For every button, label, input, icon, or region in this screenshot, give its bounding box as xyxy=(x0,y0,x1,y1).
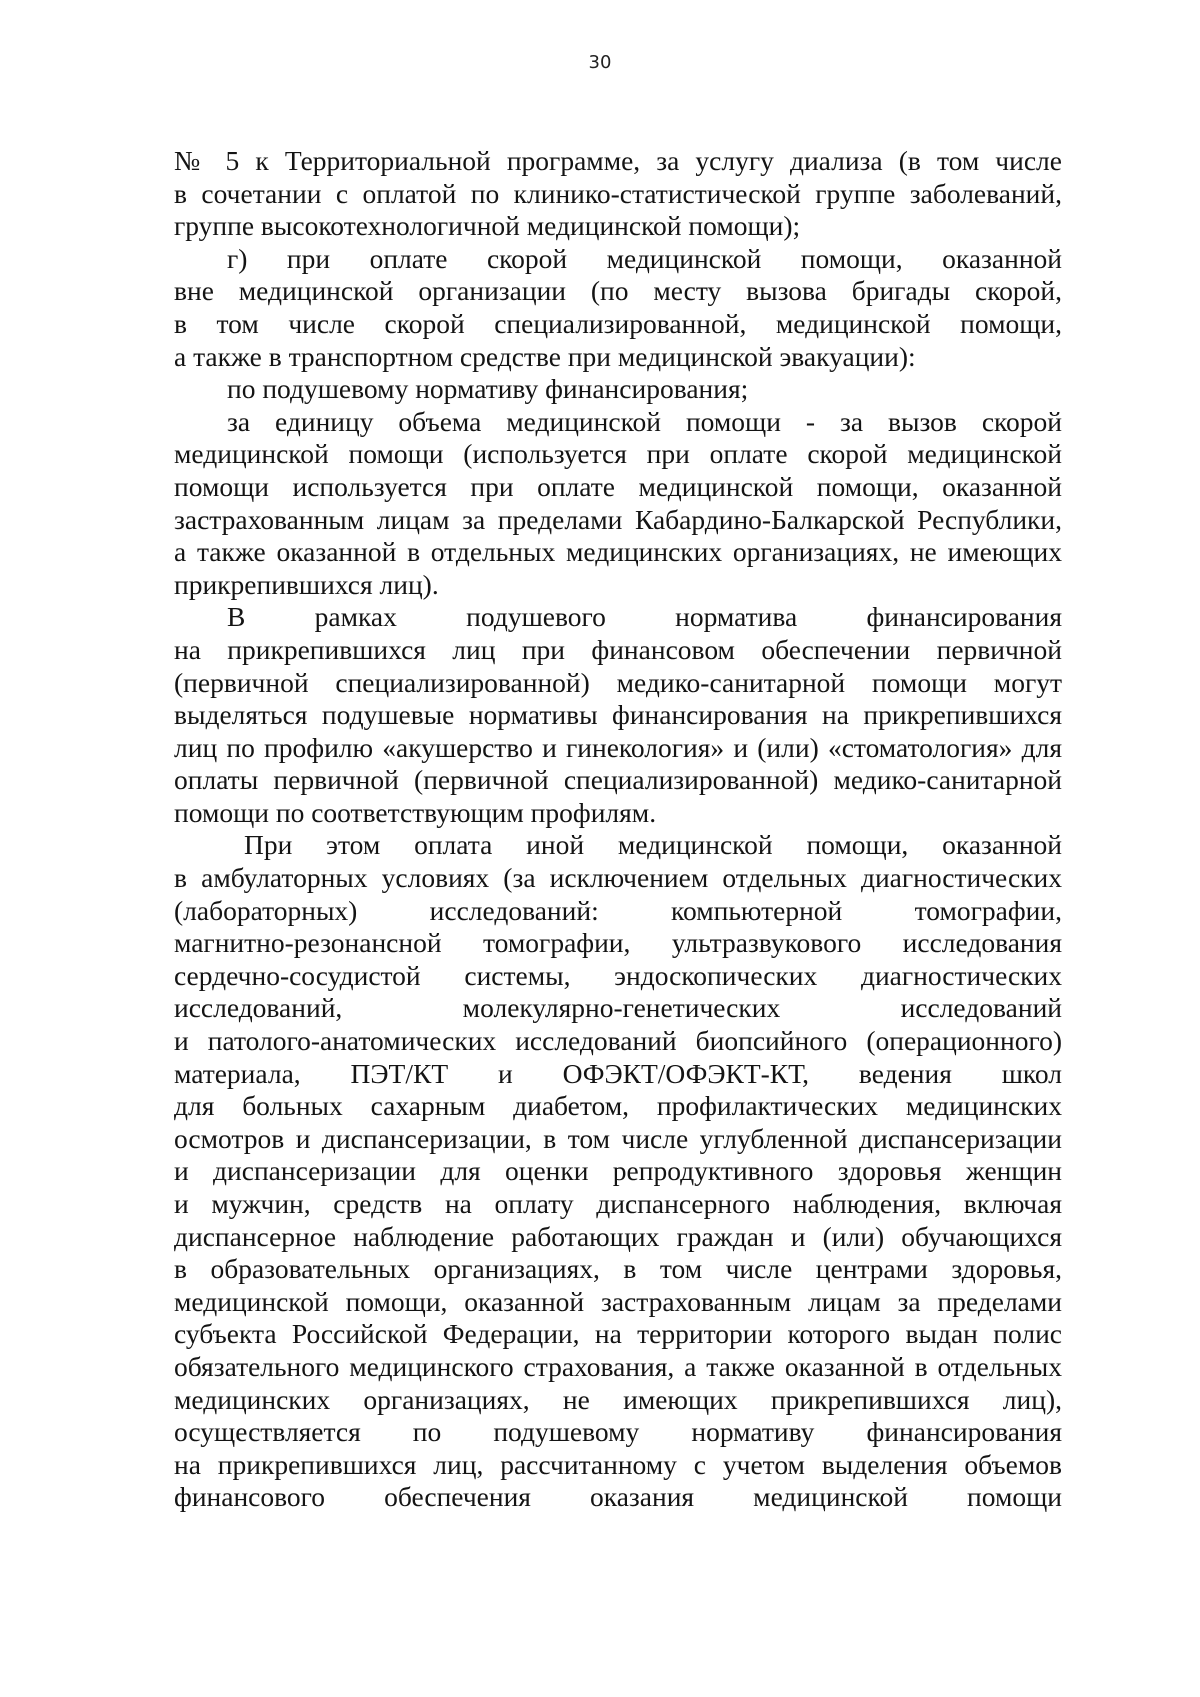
text-line: вне медицинской организации (по месту вызова бригады скорой, xyxy=(174,275,1062,307)
text-line: за единицу объема медицинской помощи - за вызов скорой xyxy=(227,405,1062,437)
text-line: При этом оплата иной медицинской помощи, оказанной xyxy=(244,829,1062,861)
text-line: г) при оплате скорой медицинской помощи, оказанной xyxy=(227,242,1062,274)
text-line: № 5 к Территориальной программе, за услугу диализа (в том числе xyxy=(174,145,1062,176)
text-line: а также оказанной в отдельных медицинских организациях, не имеющих xyxy=(174,536,1062,568)
text-line: по подушевому нормативу финансирования; xyxy=(227,373,749,405)
text-line: лиц по профилю «акушерство и гинекология» и (или) «стоматология» для xyxy=(174,731,1062,763)
text-line: застрахованным лицам за пределами Кабардино-Балкарской Республики, xyxy=(174,503,1062,535)
text-line: обязательного медицинского страхования, а также оказанной в отдельных xyxy=(174,1350,1062,1382)
text-line: группе высокотехнологичной медицинской помощи); xyxy=(174,210,801,242)
text-line: и диспансеризации для оценки репродуктивного здоровья женщин xyxy=(174,1155,1062,1187)
text-line: в образовательных организациях, в том числе центрами здоровья, xyxy=(174,1253,1062,1285)
text-line: а также в транспортном средстве при медицинской эвакуации): xyxy=(174,340,916,372)
text-line: осуществляется по подушевому нормативу финансирования xyxy=(174,1416,1062,1448)
text-line: прикрепившихся лиц). xyxy=(174,568,439,600)
text-line: В рамках подушевого норматива финансирования xyxy=(227,601,1062,633)
text-line: помощи по соответствующим профилям. xyxy=(174,796,657,828)
text-line: медицинских организациях, не имеющих прикрепившихся лиц), xyxy=(174,1383,1062,1415)
text-line: и мужчин, средств на оплату диспансерного наблюдения, включая xyxy=(174,1188,1062,1219)
text-line: финансового обеспечения оказания медицинской помощи xyxy=(174,1481,1062,1513)
text-line: медицинской помощи (используется при оплате скорой медицинской xyxy=(174,438,1062,470)
text-line: диспансерное наблюдение работающих граждан и (или) обучающихся xyxy=(174,1220,1062,1252)
text-line: магнитно-резонансной томографии, ультразвукового исследования xyxy=(174,927,1062,959)
text-line: для больных сахарным диабетом, профилактических медицинских xyxy=(174,1090,1062,1122)
text-line: исследований, молекулярно-генетических исследований xyxy=(174,992,1062,1024)
text-line: в том числе скорой специализированной, медицинской помощи, xyxy=(174,307,1062,339)
text-line: материала, ПЭТ/КТ и ОФЭКТ/ОФЭКТ-КТ, ведения школ xyxy=(174,1057,1062,1089)
text-line: выделяться подушевые нормативы финансирования на прикрепившихся xyxy=(174,699,1062,731)
text-line: в сочетании с оплатой по клинико-статистической группе заболеваний, xyxy=(174,177,1062,209)
text-line: в амбулаторных условиях (за исключением отдельных диагностических xyxy=(174,862,1062,894)
text-line: на прикрепившихся лиц при финансовом обеспечении первичной xyxy=(174,633,1062,665)
text-line: сердечно-сосудистой системы, эндоскопических диагностических xyxy=(174,959,1062,991)
text-line: субъекта Российской Федерации, на территории которого выдан полис xyxy=(174,1318,1062,1350)
text-line: помощи используется при оплате медицинской помощи, оказанной xyxy=(174,470,1062,502)
text-line: (лабораторных) исследований: компьютерной томографии, xyxy=(174,894,1062,926)
text-line: и патолого-анатомических исследований биопсийного (операционного) xyxy=(174,1025,1062,1057)
text-line: (первичной специализированной) медико-санитарной помощи могут xyxy=(174,666,1062,698)
document-body xyxy=(174,145,1062,1514)
text-line: оплаты первичной (первичной специализированной) медико-санитарной xyxy=(174,764,1062,796)
text-line: на прикрепившихся лиц, рассчитанному с учетом выделения объемов xyxy=(174,1448,1062,1480)
page-number: 30 xyxy=(588,52,612,73)
text-line: осмотров и диспансеризации, в том числе углубленной диспансеризации xyxy=(174,1122,1062,1154)
text-line: медицинской помощи, оказанной застрахованным лицам за пределами xyxy=(174,1285,1062,1317)
